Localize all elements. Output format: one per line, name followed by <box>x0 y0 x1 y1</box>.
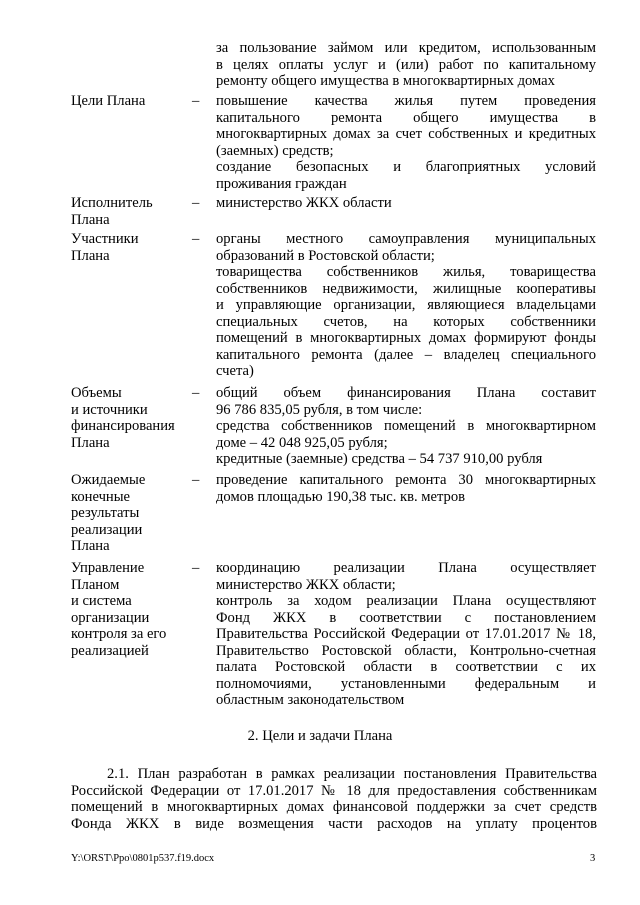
label-line: реализацией <box>71 642 149 659</box>
row-label <box>71 385 191 451</box>
text-line: (заемных) средств; <box>216 142 334 159</box>
text-line: проживания граждан <box>216 175 347 192</box>
row-dash: – <box>192 560 200 576</box>
label-line: Плана <box>71 247 110 264</box>
text-line: Фонда ЖКХ в виде возмещения части расходов на уплату процентов <box>71 815 597 832</box>
text-line: кредитные (заемные) средства – 54 737 910,00 рубля <box>216 451 543 467</box>
text-line: собственников недвижимости, жилищные кооперативы <box>216 280 596 297</box>
label-line: и система <box>71 593 132 609</box>
body-paragraph <box>71 766 597 832</box>
label-line: Управление <box>71 560 145 576</box>
row-value <box>216 560 596 709</box>
label-line: реализации <box>71 521 143 538</box>
text-line: средства собственников помещений в многоквартирном <box>216 418 596 434</box>
row-value <box>216 472 596 505</box>
text-line: органы местного самоуправления муниципальных <box>216 231 596 247</box>
label-line: Цели Плана <box>71 93 146 109</box>
text-line: 96 786 835,05 рубля, в том числе: <box>216 401 423 418</box>
row-dash: – <box>192 231 200 247</box>
row-label <box>71 472 191 555</box>
row-dash: – <box>192 385 200 401</box>
label-line: Исполнитель <box>71 195 153 211</box>
section-heading: 2. Цели и задачи Плана <box>247 728 393 744</box>
text-line: доме – 42 048 925,05 рубля; <box>216 434 388 451</box>
footer-file-path: Y:\ORST\Ppo\0801p537.f19.docx <box>71 853 215 864</box>
label-line: и источники <box>71 401 148 418</box>
row-label <box>71 93 191 110</box>
label-line: финансирования <box>71 418 175 434</box>
label-line: конечные <box>71 488 131 505</box>
text-line: Правительства Российской Федерации от 17.01.2017 № 18, <box>216 626 596 642</box>
text-line: 2.1. План разработан в рамках реализации постановления Правительства <box>107 766 597 782</box>
text-line: Фонд ЖКХ в соответствии с постановлением <box>216 609 596 626</box>
label-line: Плана <box>71 538 110 554</box>
row-label <box>71 195 191 228</box>
text-line: Правительство Ростовской области, Контрольно-счетная <box>216 642 596 659</box>
text-line: образований в Ростовской области; <box>216 247 435 264</box>
text-line: многоквартирных домах за счет собственных и кредитных <box>216 126 596 142</box>
label-line: Ожидаемые <box>71 472 146 488</box>
text-line: помещений в многоквартирных домах финансовой поддержки за счет средств <box>71 799 597 816</box>
text-line: специальных счетов, на которых собственники <box>216 313 596 330</box>
text-line: контроль за ходом реализации Плана осуществляют <box>216 593 596 609</box>
text-line: координацию реализации Плана осуществляет <box>216 560 596 576</box>
label-line: результаты <box>71 505 140 521</box>
page-number: 3 <box>590 853 596 864</box>
label-line: Плана <box>71 211 110 228</box>
text-line: капитального ремонта (далее – владелец специального <box>216 346 596 363</box>
label-line: Участники <box>71 231 139 247</box>
row-value <box>216 231 596 380</box>
text-line: общий объем финансирования Плана составит <box>216 385 596 401</box>
text-line: и управляющие организации, являющиеся владельцами <box>216 297 596 313</box>
text-line: домов площадью 190,38 тыс. кв. метров <box>216 488 466 505</box>
text-line: проведение капитального ремонта 30 многоквартирных <box>216 472 596 488</box>
row-dash: – <box>192 472 200 488</box>
text-line: счета) <box>216 363 254 379</box>
row-label <box>71 560 191 659</box>
label-line: Объемы <box>71 385 122 401</box>
text-line: министерство ЖКХ области <box>216 195 392 211</box>
row-label <box>71 231 191 264</box>
label-line: организации <box>71 609 150 626</box>
text-line: товарищества собственников жилья, товарищества <box>216 264 596 280</box>
text-line: повышение качества жилья путем проведения <box>216 93 596 109</box>
text-line: полномочиями, установленными федеральным и <box>216 675 596 692</box>
label-line: Плана <box>71 434 110 451</box>
row-dash: – <box>192 195 200 211</box>
text-line: капитального ремонта общего имущества в <box>216 109 596 126</box>
row-value <box>216 385 596 468</box>
label-line: контроля за его <box>71 626 167 642</box>
text-line: помещений в многоквартирных домах формируют фонды <box>216 330 596 346</box>
text-line: областным законодательством <box>216 692 405 708</box>
text-line: палата Ростовской области в соответствии с их <box>216 659 596 675</box>
text-line: за пользование займом или кредитом, использованным <box>216 40 596 56</box>
top-continuation <box>216 40 596 90</box>
label-line: Планом <box>71 576 120 593</box>
row-value <box>216 93 596 192</box>
text-line: ремонту общего имущества в многоквартирных домах <box>216 73 555 89</box>
text-line: в целях оплаты услуг и (или) работ по капитальному <box>216 56 596 73</box>
text-line: создание безопасных и благоприятных условий <box>216 159 596 175</box>
text-line: министерство ЖКХ области; <box>216 576 396 593</box>
text-line: Российской Федерации от 17.01.2017 № 18 для предоставления собственникам <box>71 782 597 799</box>
row-dash: – <box>192 93 200 109</box>
row-value <box>216 195 596 212</box>
